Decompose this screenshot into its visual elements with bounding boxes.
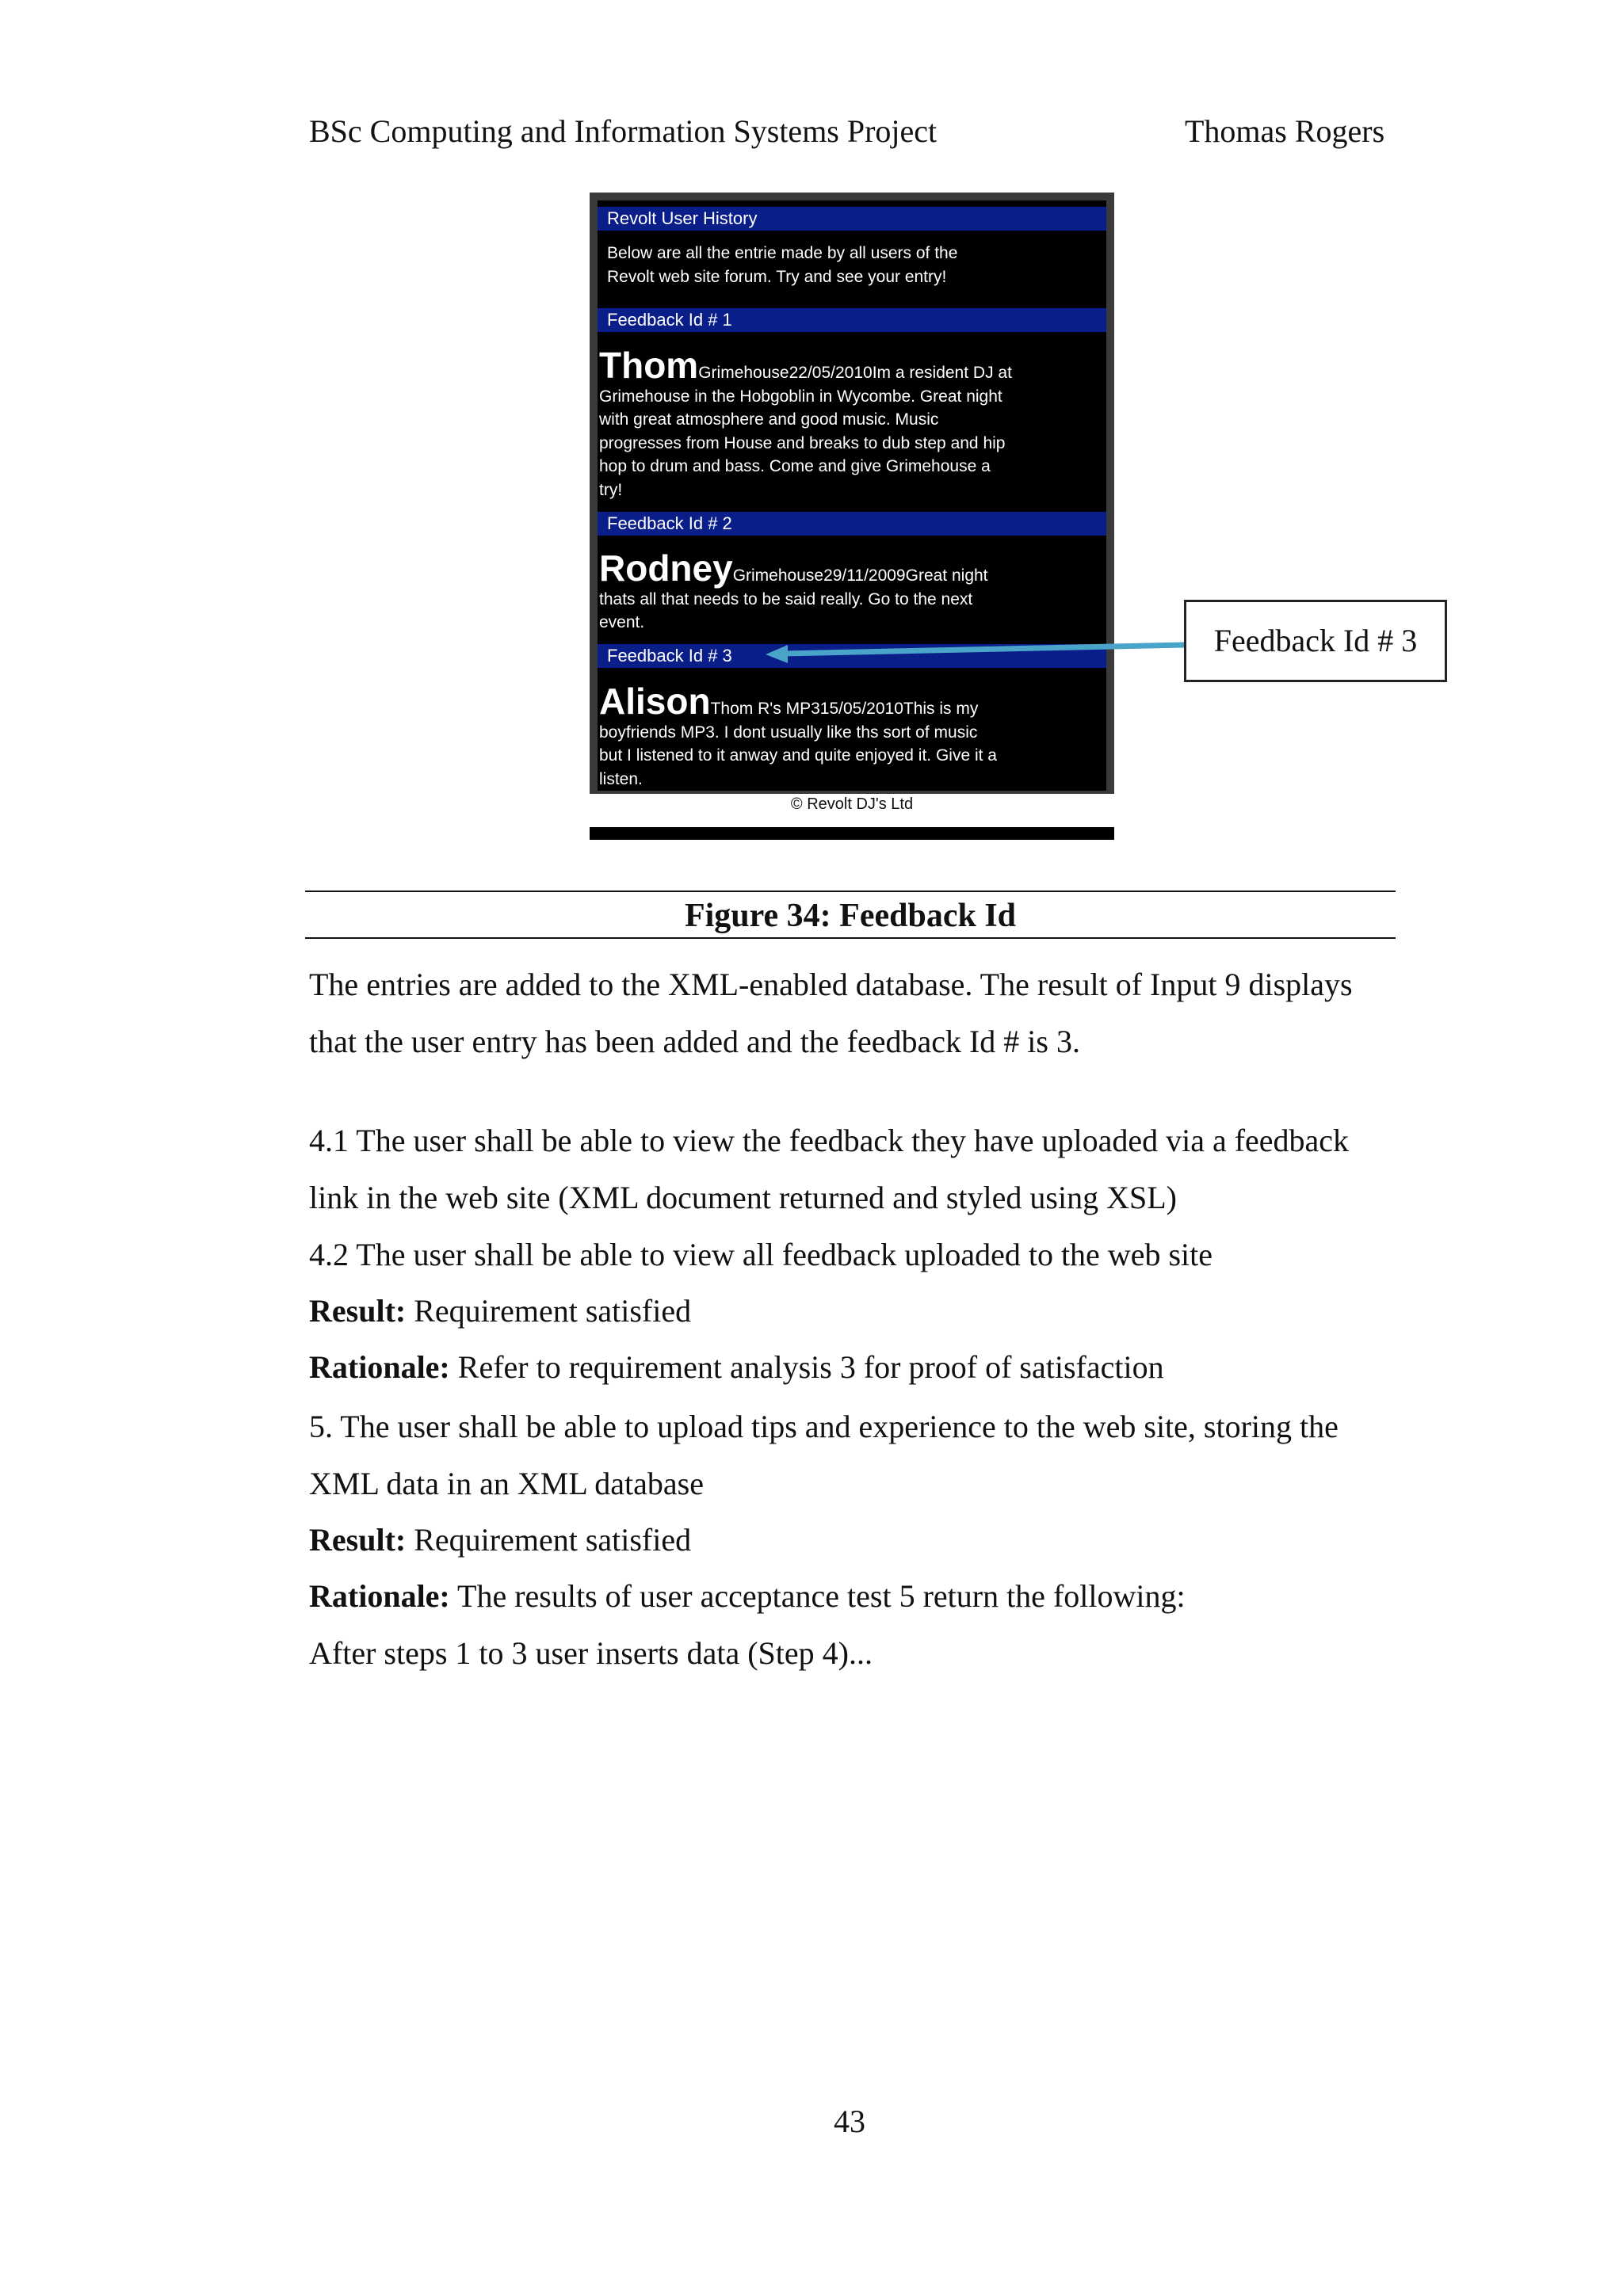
result-text: Requirement satisfied (406, 1293, 692, 1329)
callout-arrow (761, 634, 1189, 666)
entry-line: progresses from House and breaks to dub step and hip (599, 433, 1006, 452)
body-paragraph-line: The entries are added to the XML-enabled database. The result of Input 9 displays (309, 967, 1353, 1002)
entry-line: hop to drum and bass. Come and give Grimehouse a (599, 457, 991, 475)
feedback-heading-2: Feedback Id # 2 (598, 512, 1106, 536)
feedback-heading-1: Feedback Id # 1 (598, 308, 1106, 332)
after-steps-line: After steps 1 to 3 user inserts data (Step 4)... (309, 1635, 873, 1671)
caption-rule-bottom (305, 937, 1396, 939)
arrow-shaft (783, 645, 1184, 654)
entry-line: with great atmosphere and good music. Music (599, 410, 939, 429)
requirement-5: 5. The user shall be able to upload tips and experience to the web site, storing the (309, 1409, 1338, 1444)
requirement-4-1-cont: link in the web site (XML document returned and styled using XSL) (309, 1180, 1177, 1215)
requirement-5-cont: XML data in an XML database (309, 1466, 704, 1501)
entry-line: try! (599, 480, 623, 499)
entry-line: event. (599, 613, 645, 631)
result-line (309, 1512, 691, 1569)
entry-line: boyfriends MP3. I dont usually like ths sort of music (599, 723, 978, 742)
entry-line: thats all that needs to be said really. Go to the next (599, 589, 973, 608)
running-header-title: BSc Computing and Information Systems Project (309, 113, 938, 149)
entry-text: Grimehouse22/05/2010Im a resident DJ at (698, 364, 1012, 382)
figure-screenshot (590, 193, 1114, 813)
rationale-label: Rationale: (309, 1578, 450, 1614)
feedback-entry-3 (599, 681, 1105, 791)
entry-author: Thom (599, 345, 699, 386)
screen-title-bar: Revolt User History (598, 207, 1106, 231)
intro-line: Below are all the entrie made by all users of the (607, 244, 958, 262)
entry-author: Alison (599, 681, 711, 722)
caption-rule-top (305, 891, 1396, 892)
rationale-text: The results of user acceptance test 5 return the following: (449, 1578, 1186, 1614)
feedback-entry-1 (599, 345, 1105, 502)
page-number: 43 (834, 2103, 865, 2139)
revolt-user-history-screen (598, 200, 1106, 791)
rationale-text: Refer to requirement analysis 3 for proof of satisfaction (449, 1349, 1164, 1385)
result-label: Result: (309, 1293, 407, 1329)
screen-bottom-bar (590, 827, 1114, 840)
rationale-line (309, 1568, 1186, 1625)
running-header-author: Thomas Rogers (1185, 113, 1385, 149)
entry-text: Grimehouse29/11/2009Great night (732, 566, 988, 585)
requirement-4-1: 4.1 The user shall be able to view the feedback they have uploaded via a feedback (309, 1123, 1350, 1158)
rationale-line (309, 1339, 1164, 1396)
result-label: Result: (309, 1522, 407, 1558)
feedback-entry-2 (599, 547, 1105, 635)
result-text: Requirement satisfied (406, 1522, 692, 1558)
entry-text: Thom R's MP315/05/2010This is my (710, 700, 979, 718)
callout-box: Feedback Id # 3 (1184, 600, 1447, 682)
requirement-4-2: 4.2 The user shall be able to view all feedback uploaded to the web site (309, 1237, 1212, 1272)
arrow-head (766, 645, 788, 663)
entry-line: listen. (599, 769, 643, 788)
screen-footer: © Revolt DJ's Ltd (590, 794, 1114, 814)
figure-caption: Figure 34: Feedback Id (684, 898, 1017, 934)
rationale-label: Rationale: (309, 1349, 450, 1385)
result-line (309, 1283, 691, 1340)
feedback-heading-3: Feedback Id # 3 (598, 644, 1106, 668)
screen-intro (607, 242, 1098, 289)
entry-author: Rodney (599, 547, 733, 589)
intro-line: Revolt web site forum. Try and see your entry! (607, 268, 947, 286)
entry-line: Grimehouse in the Hobgoblin in Wycombe. Great night (599, 387, 1002, 406)
body-paragraph-line: that the user entry has been added and the feedback Id # is 3. (309, 1024, 1080, 1059)
entry-line: but I listened to it anway and quite enjoyed it. Give it a (599, 746, 997, 765)
